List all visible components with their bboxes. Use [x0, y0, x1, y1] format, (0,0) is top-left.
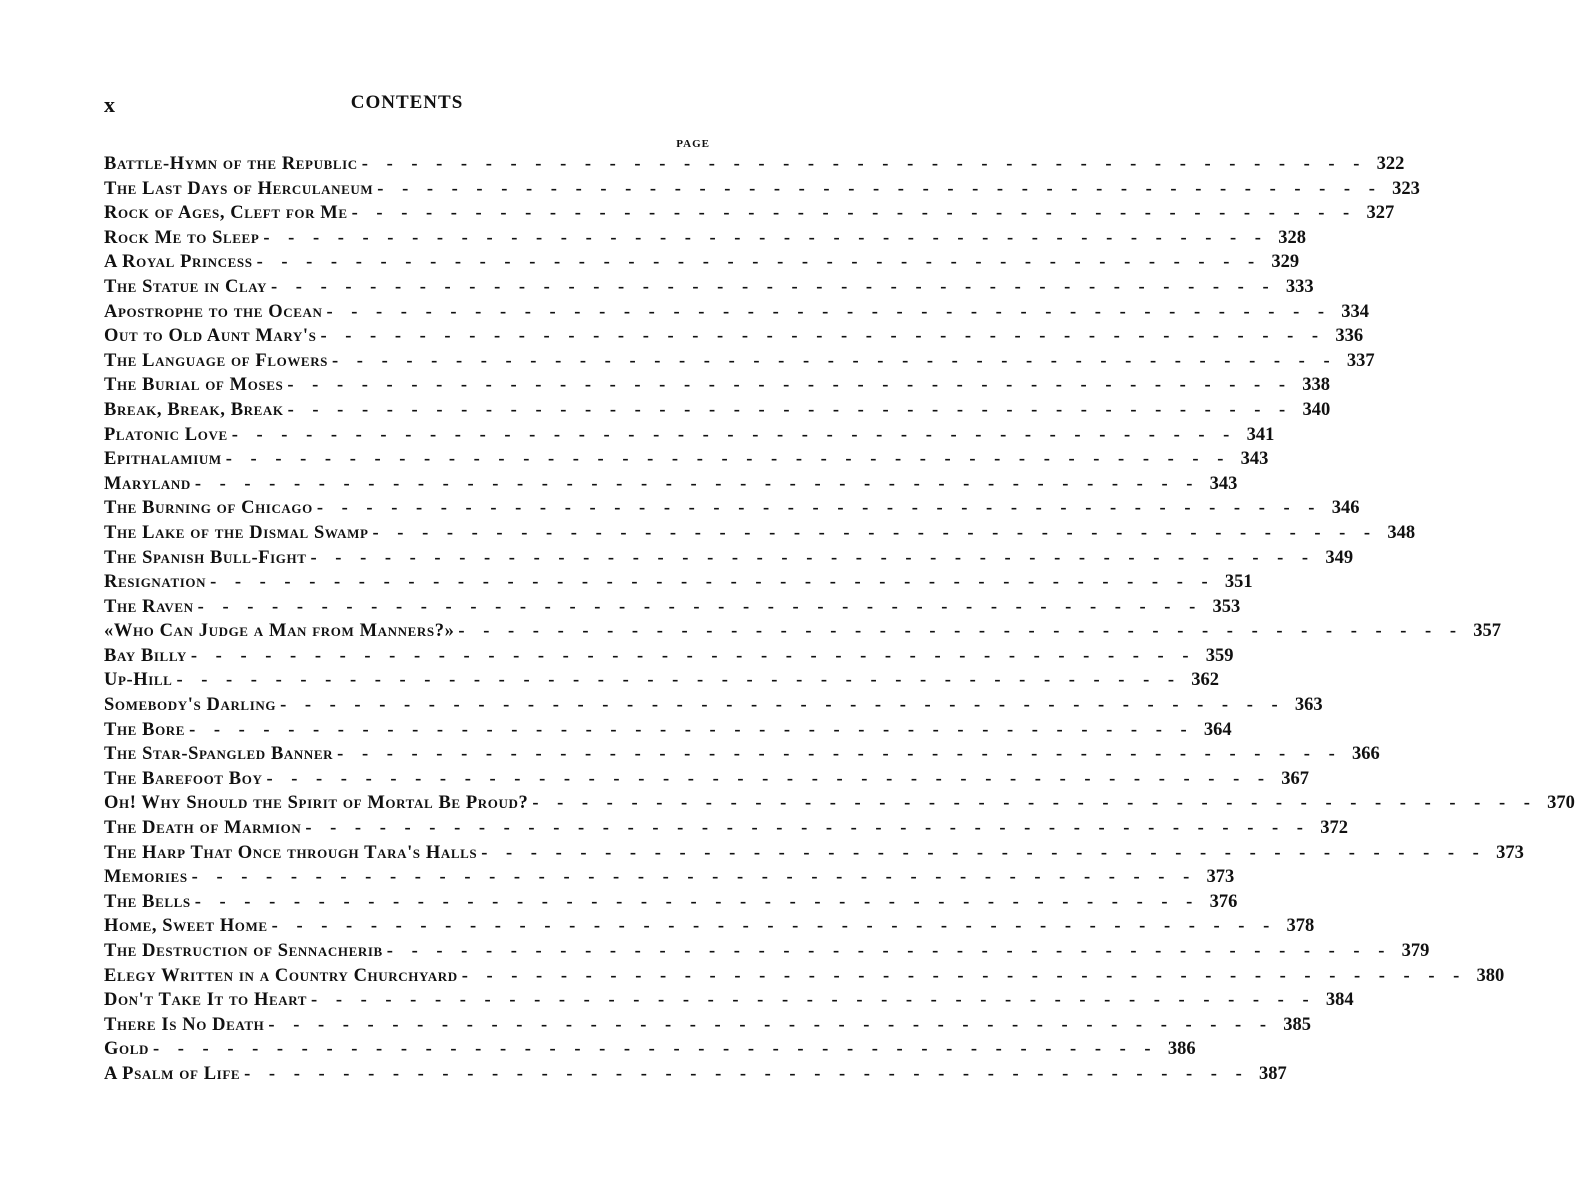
entry-page-number: 387	[1258, 1063, 1287, 1084]
entry-title: Battle-Hymn of the Republic	[104, 154, 358, 174]
dot-leader: - - - - - - - - - - - - - - - - - - - - - - - - - - - - - - - - - - - - - - - - -	[271, 276, 1276, 297]
entry-page-number: 329	[1271, 252, 1300, 273]
page-header	[104, 92, 710, 122]
toc-entry	[104, 718, 1232, 743]
toc-entry	[104, 496, 1360, 521]
entry-title: The Spanish Bull-Fight	[104, 547, 307, 568]
entry-title: The Last Days of Herculaneum	[104, 178, 374, 199]
entry-title: Epithalamium	[104, 449, 222, 470]
entry-title: The Bells	[104, 891, 191, 912]
entry-page-number: 362	[1191, 670, 1220, 691]
entry-title: «Who Can Judge a Man from Manners?»	[104, 621, 455, 642]
dot-leader: - - - - - - - - - - - - - - - - - - - - - - - - - - - - - - - - - - - - - - - - -	[225, 449, 1231, 470]
toc-entry	[104, 521, 1416, 546]
dot-leader: - - - - - - - - - - - - - - - - - - - - - - - - - - - - - - - - - - - - - - - - -	[287, 399, 1293, 420]
entry-page-number: 380	[1476, 965, 1505, 986]
entry-title: The Lake of the Dismal Swamp	[104, 522, 369, 543]
entry-page-number: 372	[1320, 818, 1348, 839]
entry-page-number: 376	[1209, 891, 1238, 912]
toc-entry	[104, 472, 1238, 497]
dot-leader: - - - - - - - - - - - - - - - - - - - - - - - - - - - - - - - - - - - - - - - - -	[361, 154, 1367, 174]
entry-title: Oh! Why Should the Spirit of Mortal Be Proud?	[104, 793, 529, 814]
dot-leader: - - - - - - - - - - - - - - - - - - - - - - - - - - - - - - - - - - - - - - - - -	[189, 719, 1194, 740]
entry-title: Apostrophe to the Ocean	[104, 301, 323, 322]
toc-entry	[104, 767, 1310, 792]
dot-leader: - - - - - - - - - - - - - - - - - - - - - - - - - - - - - - - - - - - - - - - - -	[194, 473, 1200, 494]
dot-leader: - - - - - - - - - - - - - - - - - - - - - - - - - - - - - - - - - - - - - - - - -	[337, 744, 1342, 765]
entry-page-number: 351	[1224, 572, 1253, 593]
dot-leader: - - - - - - - - - - - - - - - - - - - - - - - - - - - - - - - - - - - - - - - - -	[326, 301, 1332, 322]
dot-leader: - - - - - - - - - - - - - - - - - - - - - - - - - - - - - - - - - - - - - - - - -	[316, 498, 1322, 519]
dot-leader: - - - - - - - - - - - - - - - - - - - - - - - - - - - - - - - - - - - - - - - - -	[481, 842, 1486, 863]
entry-title: The Bore	[104, 719, 186, 740]
entry-page-number: 340	[1302, 399, 1331, 420]
dot-leader: - - - - - - - - - - - - - - - - - - - - - - - - - - - - - - - - - - - - - - - - -	[268, 1014, 1273, 1035]
toc-entry	[104, 816, 1348, 841]
toc-entry	[104, 964, 1505, 989]
entry-page-number: 378	[1286, 916, 1315, 937]
entry-page-number: 384	[1325, 990, 1354, 1011]
dot-leader: - - - - - - - - - - - - - - - - - - - - - - - - - - - - - - - - - - - - - - - - -	[287, 375, 1292, 396]
dot-leader: - - - - - - - - - - - - - - - - - - - - - - - - - - - - - - - - - - - - - - - - -	[310, 547, 1316, 568]
entry-title: Home, Sweet Home	[104, 916, 268, 937]
entry-page-number: 346	[1331, 498, 1360, 519]
toc-entry	[104, 619, 1502, 644]
dot-leader: - - - - - - - - - - - - - - - - - - - - - - - - - - - - - - - - - - - - - - - - -	[176, 670, 1182, 691]
entry-title: There Is No Death	[104, 1014, 265, 1035]
dot-leader: - - - - - - - - - - - - - - - - - - - - - - - - - - - - - - - - - - - - - - - - -	[305, 818, 1310, 839]
dot-leader: - - - - - - - - - - - - - - - - - - - - - - - - - - - - - - - - - - - - - - - - -	[532, 793, 1537, 814]
toc-entry	[104, 693, 1323, 718]
toc-entry	[104, 890, 1238, 915]
entry-title: The Statue in Clay	[104, 276, 268, 297]
dot-leader: - - - - - - - - - - - - - - - - - - - - - - - - - - - - - - - - - - - - - - - - -	[461, 965, 1467, 986]
toc-entry	[104, 447, 1269, 472]
entry-page-number: 322	[1376, 154, 1405, 174]
toc-entry	[104, 668, 1220, 693]
entry-page-number: 334	[1341, 301, 1370, 322]
entry-page-number: 386	[1167, 1039, 1196, 1060]
toc-entry	[104, 939, 1430, 964]
dot-leader: - - - - - - - - - - - - - - - - - - - - - - - - - - - - - - - - - - - - - - - - -	[351, 203, 1357, 224]
dot-leader: - - - - - - - - - - - - - - - - - - - - - - - - - - - - - - - - - - - - - - - - -	[244, 1063, 1249, 1084]
toc-entry	[104, 349, 1375, 374]
toc-entry	[104, 865, 1235, 890]
entry-page-number: 337	[1346, 350, 1375, 371]
entry-page-number: 357	[1473, 621, 1502, 642]
entry-page-number: 359	[1205, 645, 1234, 666]
entry-page-number: 363	[1294, 695, 1323, 716]
entry-title: A Royal Princess	[104, 252, 253, 273]
dot-leader: - - - - - - - - - - - - - - - - - - - - - - - - - - - - - - - - - - - - - - - - -	[386, 941, 1392, 961]
entry-title: Rock Me to Sleep	[104, 227, 260, 248]
toc-entry	[104, 570, 1253, 595]
toc-entry	[104, 742, 1380, 767]
entry-page-number: 323	[1392, 178, 1420, 199]
entry-title: The Barefoot Boy	[104, 768, 263, 789]
entry-title: A Psalm of Life	[104, 1063, 241, 1084]
dot-leader: - - - - - - - - - - - - - - - - - - - - - - - - - - - - - - - - - - - - - - - - -	[263, 227, 1268, 248]
entry-page-number: 327	[1366, 203, 1395, 224]
toc-entry	[104, 841, 1524, 866]
entry-page-number: 367	[1281, 768, 1310, 789]
entry-title: Platonic Love	[104, 424, 228, 445]
toc-entry	[104, 324, 1364, 349]
toc-entry	[104, 250, 1300, 275]
entry-page-number: 338	[1302, 375, 1330, 396]
toc-entry	[104, 1062, 1287, 1087]
entry-page-number: 353	[1212, 596, 1241, 617]
entry-title: The Star-Spangled Banner	[104, 744, 334, 765]
entry-title: Break, Break, Break	[104, 399, 284, 420]
toc-entry	[104, 201, 1395, 226]
entry-page-number: 343	[1209, 473, 1238, 494]
entry-page-number: 328	[1278, 227, 1306, 248]
toc-entry	[104, 226, 1306, 251]
entry-page-number: 373	[1496, 842, 1524, 863]
dot-leader: - - - - - - - - - - - - - - - - - - - - - - - - - - - - - - - - - - - - - - - - -	[210, 572, 1215, 593]
entry-title: Resignation	[104, 572, 207, 593]
toc-entry	[104, 791, 1575, 816]
entry-title: The Death of Marmion	[104, 818, 302, 839]
toc-entry	[104, 177, 1420, 202]
entry-title: The Language of Flowers	[104, 350, 329, 371]
toc-entry	[104, 373, 1330, 398]
entry-page-number: 364	[1203, 719, 1232, 740]
entry-page-number: 379	[1401, 941, 1430, 961]
entry-title: Out to Old Aunt Mary's	[104, 326, 317, 347]
dot-leader: - - - - - - - - - - - - - - - - - - - - - - - - - - - - - - - - - - - - - - - - -	[256, 252, 1262, 273]
toc-entry	[104, 300, 1370, 325]
dot-leader: - - - - - - - - - - - - - - - - - - - - - - - - - - - - - - - - - - - - - - - - -	[266, 768, 1272, 789]
dot-leader: - - - - - - - - - - - - - - - - - - - - - - - - - - - - - - - - - - - - - - - - -	[372, 522, 1378, 543]
entry-page-number: 349	[1325, 547, 1354, 568]
toc-entry	[104, 1013, 1311, 1038]
entry-page-number: 336	[1335, 326, 1364, 347]
toc-entry	[104, 1037, 1196, 1062]
dot-leader: - - - - - - - - - - - - - - - - - - - - - - - - - - - - - - - - - - - - - - - - -	[311, 990, 1316, 1011]
dot-leader: - - - - - - - - - - - - - - - - - - - - - - - - - - - - - - - - - - - - - - - - -	[152, 1039, 1158, 1060]
entry-page-number: 348	[1387, 522, 1416, 543]
dot-leader: - - - - - - - - - - - - - - - - - - - - - - - - - - - - - - - - - - - - - - - - -	[320, 326, 1326, 347]
dot-leader: - - - - - - - - - - - - - - - - - - - - - - - - - - - - - - - - - - - - - - - - -	[197, 596, 1203, 617]
toc-entry	[104, 423, 1275, 448]
dot-leader: - - - - - - - - - - - - - - - - - - - - - - - - - - - - - - - - - - - - - - - - -	[231, 424, 1237, 445]
dot-leader: - - - - - - - - - - - - - - - - - - - - - - - - - - - - - - - - - - - - - - - - -	[191, 867, 1197, 888]
entry-title: Memories	[104, 867, 188, 888]
toc-entry	[104, 546, 1354, 571]
entry-page-number: 385	[1283, 1014, 1311, 1035]
page-column-label: PAGE	[676, 138, 710, 150]
entry-title: The Raven	[104, 596, 194, 617]
toc-entry	[104, 275, 1314, 300]
toc-entry	[104, 595, 1241, 620]
dot-leader: - - - - - - - - - - - - - - - - - - - - - - - - - - - - - - - - - - - - - - - - -	[458, 621, 1464, 642]
dot-leader: - - - - - - - - - - - - - - - - - - - - - - - - - - - - - - - - - - - - - - - - -	[280, 695, 1285, 716]
entry-page-number: 370	[1547, 793, 1575, 814]
entry-title: Somebody's Darling	[104, 695, 277, 716]
table-of-contents	[104, 152, 1575, 1087]
entry-title: Elegy Written in a Country Churchyard	[104, 965, 458, 986]
entry-title: Maryland	[104, 473, 191, 494]
toc-entry	[104, 152, 1405, 177]
entry-title: The Burial of Moses	[104, 375, 284, 396]
dot-leader: - - - - - - - - - - - - - - - - - - - - - - - - - - - - - - - - - - - - - - - - -	[332, 350, 1337, 371]
toc-entry	[104, 914, 1315, 939]
entry-title: Rock of Ages, Cleft for Me	[104, 203, 348, 224]
entry-title: Don't Take It to Heart	[104, 990, 308, 1011]
entry-page-number: 373	[1206, 867, 1235, 888]
dot-leader: - - - - - - - - - - - - - - - - - - - - - - - - - - - - - - - - - - - - - - - - -	[194, 891, 1200, 912]
entry-page-number: 343	[1240, 449, 1269, 470]
entry-title: Gold	[104, 1039, 149, 1060]
page-number: x	[104, 92, 116, 117]
entry-page-number: 333	[1285, 276, 1314, 297]
entry-title: The Harp That Once through Tara's Halls	[104, 842, 478, 863]
toc-entry	[104, 988, 1354, 1013]
entry-page-number: 341	[1246, 424, 1275, 445]
dot-leader: - - - - - - - - - - - - - - - - - - - - - - - - - - - - - - - - - - - - - - - - -	[377, 178, 1382, 199]
dot-leader: - - - - - - - - - - - - - - - - - - - - - - - - - - - - - - - - - - - - - - - - -	[271, 916, 1277, 937]
toc-entry	[104, 644, 1234, 669]
entry-page-number: 366	[1352, 744, 1380, 765]
entry-title: The Destruction of Sennacherib	[104, 941, 383, 961]
entry-title: Up-Hill	[104, 670, 173, 691]
entry-title: Bay Billy	[104, 645, 187, 666]
toc-entry	[104, 398, 1331, 423]
dot-leader: - - - - - - - - - - - - - - - - - - - - - - - - - - - - - - - - - - - - - - - - -	[190, 645, 1196, 666]
running-title: CONTENTS	[350, 92, 464, 113]
entry-title: The Burning of Chicago	[104, 498, 313, 519]
